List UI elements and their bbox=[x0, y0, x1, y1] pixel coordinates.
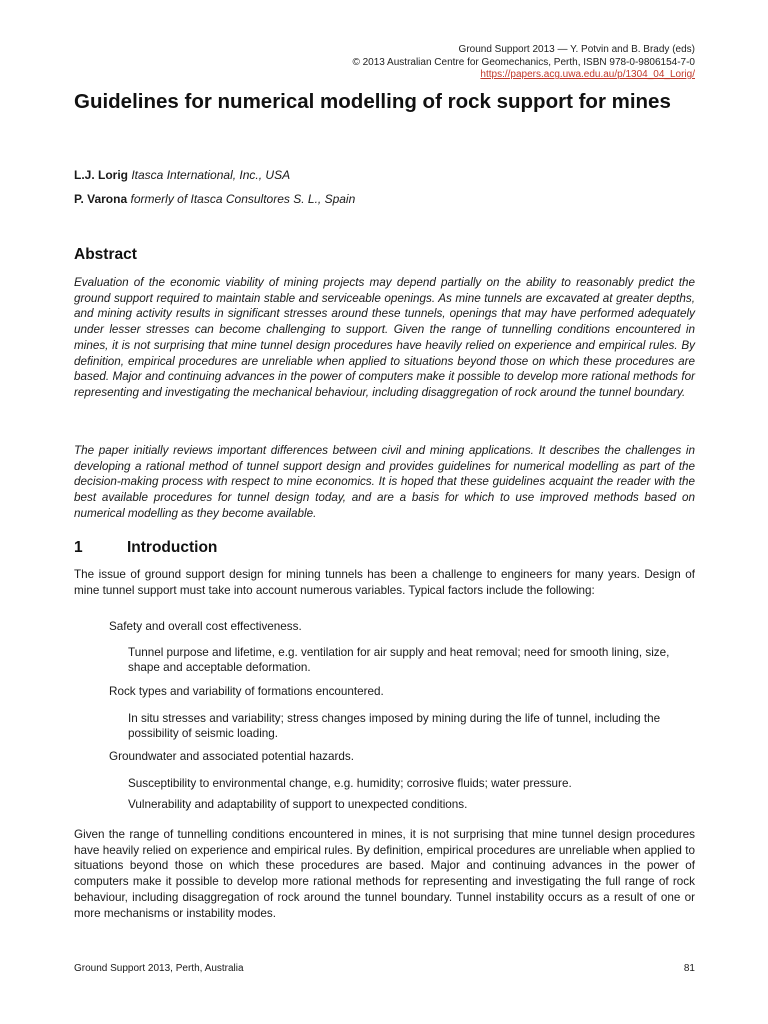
author-1 bbox=[74, 168, 290, 182]
section-1-title: Introduction bbox=[127, 539, 218, 556]
author-2 bbox=[74, 192, 355, 206]
author-1-name: L.J. Lorig bbox=[74, 168, 128, 182]
abstract-paragraph-2: The paper initially reviews important differences between civil and mining applications. It describes the challenges in developing a rational method of tunnel support design and provides guidelines for numerical modelling as part of the decision-making process with respect to mine economics. It is hoped that these guidelines acquaint the reader with the best available procedures for tunnel design today, and are a basis for which to use improved methods based on numerical modelling as they become available. bbox=[74, 444, 695, 520]
author-1-affiliation: Itasca International, Inc., USA bbox=[131, 168, 291, 182]
abstract-paragraph-1: Evaluation of the economic viability of mining projects may depend partially on the ability to reasonably predict the ground support required to maintain stable and serviceable openings. As mine tunnels are excavated at greater depths, and mining activity results in significant stresses around these tunnels, openings that may have performed adequately under lesser stresses can become challenging to support. Given the range of tunnelling conditions encountered in mines, it is not surprising that mine tunnel design procedures have heavily relied on experience and empirical rules. By definition, empirical procedures are unreliable when applied to situations beyond those on which these procedures are based. Major and continuing advances in the power of computers make it possible to develop more rational methods for representing and investigating the mechanical behaviour, including disaggregation of rock around the tunnel boundary. bbox=[74, 276, 695, 399]
factor-subitem: Vulnerability and adaptability of support to unexpected conditions. bbox=[128, 798, 468, 811]
intro-paragraph-2: Given the range of tunnelling conditions encountered in mines, it is not surprising that mine tunnel design procedures have heavily relied on experience and empirical rules. By definition, empirical procedures are unreliable when applied to situations beyond those on which these procedures are based. Major and continuing advances in the power of computers make it possible to develop more rational methods for representing and investigating the full range of rock behaviour, including disaggregation of rock around the tunnel boundary. Tunnel instability occurs as a result of one or more mechanisms or instability modes. bbox=[74, 828, 695, 920]
factor-item: Safety and overall cost effectiveness. bbox=[109, 620, 302, 633]
section-1-number: 1 bbox=[74, 539, 83, 556]
factor-subitem: Susceptibility to environmental change, e.g. humidity; corrosive fluids; water pressure. bbox=[128, 777, 572, 790]
paper-title: Guidelines for numerical modelling of rock support for mines bbox=[74, 90, 671, 113]
citation-line-1: Ground Support 2013 — Y. Potvin and B. Brady (eds) bbox=[458, 44, 695, 55]
section-1-heading bbox=[74, 539, 217, 557]
paper-page bbox=[74, 0, 695, 1024]
citation-line-2: © 2013 Australian Centre for Geomechanics, Perth, ISBN 978-0-9806154-7-0 bbox=[352, 56, 695, 68]
factor-item: Rock types and variability of formations encountered. bbox=[109, 685, 384, 698]
footer-conference: Ground Support 2013, Perth, Australia bbox=[74, 963, 244, 974]
intro-paragraph-1: The issue of ground support design for mining tunnels has been a challenge to engineers for many years. Design of mine tunnel support must take into account numerous variables. Typical factors include the following: bbox=[74, 568, 695, 597]
factor-item: Groundwater and associated potential hazards. bbox=[109, 750, 354, 763]
author-2-affiliation: formerly of Itasca Consultores S. L., Spain bbox=[130, 192, 356, 206]
page-footer bbox=[74, 963, 695, 974]
abstract-heading: Abstract bbox=[74, 246, 137, 263]
factor-subitem: In situ stresses and variability; stress changes imposed by mining during the life of tunnel, including the possibility of seismic loading. bbox=[128, 712, 661, 740]
page-number: 81 bbox=[683, 963, 695, 974]
factor-subitem: Tunnel purpose and lifetime, e.g. ventilation for air supply and heat removal; need for smooth lining, size, shape and acceptable deformation. bbox=[128, 646, 670, 674]
paper-url-link[interactable]: https://papers.acg.uwa.edu.au/p/1304_04_Lorig/ bbox=[480, 69, 695, 80]
citation-header bbox=[352, 44, 695, 82]
author-2-name: P. Varona bbox=[74, 192, 128, 206]
